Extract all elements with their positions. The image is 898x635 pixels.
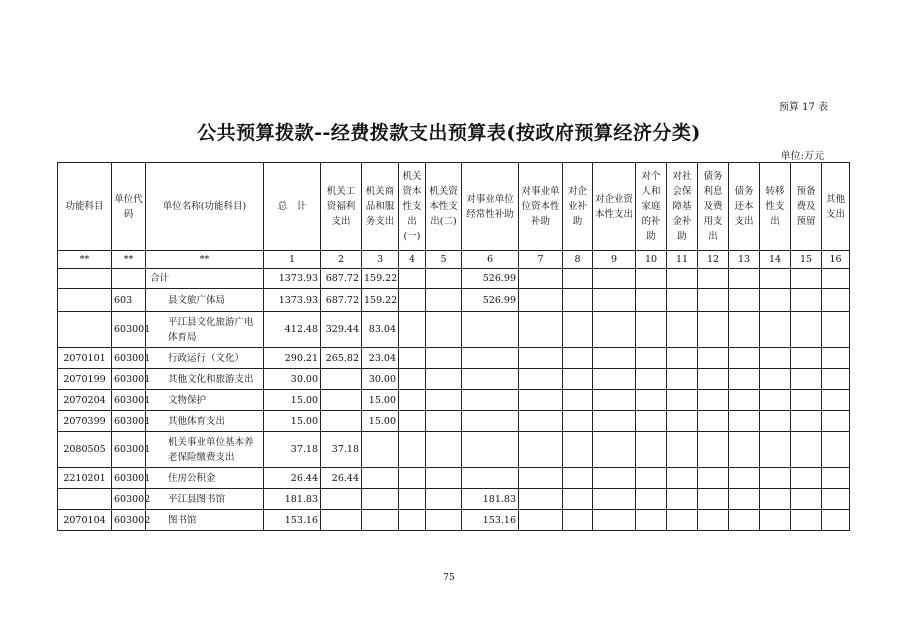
empty-cell — [636, 289, 667, 312]
empty-cell — [593, 369, 636, 390]
empty-cell — [698, 348, 729, 369]
operating-subsidy-cell — [462, 369, 519, 390]
capital-2-cell — [426, 432, 462, 468]
empty-cell — [636, 411, 667, 432]
wage-cell: 687.72 — [321, 269, 362, 289]
empty-cell — [698, 289, 729, 312]
empty-cell — [563, 411, 593, 432]
empty-cell — [791, 432, 822, 468]
budget-table — [57, 162, 850, 531]
empty-cell — [667, 369, 698, 390]
empty-cell — [791, 369, 822, 390]
empty-cell — [760, 348, 791, 369]
empty-cell — [822, 289, 850, 312]
capital-2-cell — [426, 312, 462, 348]
header-row — [58, 163, 850, 251]
capital-2-cell — [426, 390, 462, 411]
empty-cell — [698, 269, 729, 289]
index-cell: 3 — [362, 251, 399, 269]
total-cell: 30.00 — [264, 369, 321, 390]
unit-name-cell: 机关事业单位基本养老保险缴费支出 — [146, 432, 264, 468]
total-cell: 153.16 — [264, 510, 321, 531]
index-cell: 15 — [791, 251, 822, 269]
col-header: 债务利息及费用支出 — [698, 163, 729, 251]
empty-cell — [667, 411, 698, 432]
table-number: 预算 17 表 — [778, 102, 828, 113]
capital-1-cell — [399, 510, 426, 531]
empty-cell — [519, 348, 563, 369]
empty-cell — [667, 390, 698, 411]
unit-name-cell: 平江县图书馆 — [146, 489, 264, 510]
empty-cell — [791, 468, 822, 489]
empty-cell — [760, 489, 791, 510]
page-title: 公共预算拨款--经费拨款支出预算表(按政府预算经济分类) — [197, 122, 701, 144]
wage-cell — [321, 369, 362, 390]
empty-cell — [822, 432, 850, 468]
unit-code-cell: 603001 — [112, 432, 146, 468]
table-body — [58, 251, 850, 531]
index-cell: 13 — [729, 251, 760, 269]
empty-cell — [698, 468, 729, 489]
empty-cell — [822, 489, 850, 510]
unit-code-cell: 603001 — [112, 348, 146, 369]
empty-cell — [760, 369, 791, 390]
wage-cell — [321, 411, 362, 432]
function-code-cell: 2070199 — [58, 369, 112, 390]
empty-cell — [822, 390, 850, 411]
capital-1-cell — [399, 348, 426, 369]
empty-cell — [698, 312, 729, 348]
empty-cell — [636, 369, 667, 390]
unit-name-cell: 合计 — [146, 269, 264, 289]
empty-cell — [667, 348, 698, 369]
col-header: 对企业补助 — [563, 163, 593, 251]
empty-cell — [822, 312, 850, 348]
index-cell: 11 — [667, 251, 698, 269]
total-cell: 37.18 — [264, 432, 321, 468]
unit-code-cell: 603001 — [112, 468, 146, 489]
index-row — [58, 251, 850, 269]
empty-cell — [636, 489, 667, 510]
empty-cell — [667, 269, 698, 289]
empty-cell — [563, 269, 593, 289]
empty-cell — [729, 468, 760, 489]
unit-name-cell: 其他文化和旅游支出 — [146, 369, 264, 390]
table-row — [58, 369, 850, 390]
function-code-cell — [58, 289, 112, 312]
empty-cell — [593, 432, 636, 468]
empty-cell — [563, 312, 593, 348]
unit-name-cell: 图书馆 — [146, 510, 264, 531]
empty-cell — [519, 468, 563, 489]
unit-code-cell — [112, 269, 146, 289]
index-cell: 10 — [636, 251, 667, 269]
empty-cell — [791, 411, 822, 432]
empty-cell — [729, 289, 760, 312]
goods-services-cell — [362, 432, 399, 468]
capital-2-cell — [426, 369, 462, 390]
goods-services-cell: 30.00 — [362, 369, 399, 390]
operating-subsidy-cell: 153.16 — [462, 510, 519, 531]
empty-cell — [667, 432, 698, 468]
empty-cell — [698, 369, 729, 390]
table-row — [58, 289, 850, 312]
goods-services-cell: 159.22 — [362, 289, 399, 312]
total-cell: 181.83 — [264, 489, 321, 510]
goods-services-cell — [362, 489, 399, 510]
empty-cell — [791, 269, 822, 289]
index-cell: 6 — [462, 251, 519, 269]
total-cell: 15.00 — [264, 390, 321, 411]
empty-cell — [791, 390, 822, 411]
empty-cell — [593, 348, 636, 369]
empty-cell — [563, 369, 593, 390]
total-cell: 412.48 — [264, 312, 321, 348]
empty-cell — [667, 312, 698, 348]
page-number: 75 — [443, 573, 455, 583]
col-header: 对企业资本性支出 — [593, 163, 636, 251]
empty-cell — [519, 289, 563, 312]
function-code-cell — [58, 489, 112, 510]
function-code-cell: 2070204 — [58, 390, 112, 411]
col-header: 单位代码 — [112, 163, 146, 251]
unit-code-cell: 603001 — [112, 369, 146, 390]
capital-2-cell — [426, 348, 462, 369]
table-row — [58, 312, 850, 348]
table-row — [58, 510, 850, 531]
table-row — [58, 269, 850, 289]
capital-1-cell — [399, 369, 426, 390]
index-cell: 1 — [264, 251, 321, 269]
empty-cell — [519, 369, 563, 390]
empty-cell — [593, 289, 636, 312]
empty-cell — [563, 289, 593, 312]
empty-cell — [667, 489, 698, 510]
empty-cell — [519, 510, 563, 531]
capital-1-cell — [399, 411, 426, 432]
operating-subsidy-cell: 526.99 — [462, 289, 519, 312]
goods-services-cell: 15.00 — [362, 390, 399, 411]
index-cell: 16 — [822, 251, 850, 269]
empty-cell — [760, 468, 791, 489]
index-cell: 8 — [563, 251, 593, 269]
index-cell: 9 — [593, 251, 636, 269]
empty-cell — [760, 269, 791, 289]
wage-cell: 687.72 — [321, 289, 362, 312]
table-row — [58, 489, 850, 510]
operating-subsidy-cell: 526.99 — [462, 269, 519, 289]
col-header: 其他支出 — [822, 163, 850, 251]
operating-subsidy-cell — [462, 432, 519, 468]
col-header: 转移性支出 — [760, 163, 791, 251]
empty-cell — [563, 348, 593, 369]
col-header: 预备费及预留 — [791, 163, 822, 251]
operating-subsidy-cell — [462, 348, 519, 369]
empty-cell — [760, 289, 791, 312]
capital-2-cell — [426, 269, 462, 289]
function-code-cell — [58, 269, 112, 289]
capital-1-cell — [399, 432, 426, 468]
empty-cell — [593, 510, 636, 531]
empty-cell — [636, 269, 667, 289]
wage-cell: 26.44 — [321, 468, 362, 489]
unit-name-cell: 县文旅广体局 — [146, 289, 264, 312]
empty-cell — [519, 432, 563, 468]
empty-cell — [729, 432, 760, 468]
function-code-cell: 2080505 — [58, 432, 112, 468]
empty-cell — [667, 510, 698, 531]
empty-cell — [636, 348, 667, 369]
total-cell: 1373.93 — [264, 269, 321, 289]
total-cell: 26.44 — [264, 468, 321, 489]
empty-cell — [593, 411, 636, 432]
unit-code-cell: 603 — [112, 289, 146, 312]
unit-code-cell: 603001 — [112, 411, 146, 432]
empty-cell — [519, 312, 563, 348]
empty-cell — [698, 510, 729, 531]
col-header: 机关商品和服务支出 — [362, 163, 399, 251]
function-code-cell: 2070101 — [58, 348, 112, 369]
function-code-cell — [58, 312, 112, 348]
capital-2-cell — [426, 468, 462, 489]
table-row — [58, 390, 850, 411]
function-code-cell: 2210201 — [58, 468, 112, 489]
table-row — [58, 348, 850, 369]
index-cell: 14 — [760, 251, 791, 269]
unit-code-cell: 603001 — [112, 390, 146, 411]
empty-cell — [636, 468, 667, 489]
empty-cell — [519, 489, 563, 510]
col-header: 对事业单位资本性补助 — [519, 163, 563, 251]
empty-cell — [563, 510, 593, 531]
goods-services-cell: 23.04 — [362, 348, 399, 369]
index-cell: 7 — [519, 251, 563, 269]
unit-code-cell: 603002 — [112, 489, 146, 510]
empty-cell — [729, 369, 760, 390]
col-header: 机关资本性支出(一) — [399, 163, 426, 251]
goods-services-cell: 159.22 — [362, 269, 399, 289]
capital-1-cell — [399, 468, 426, 489]
index-cell: 2 — [321, 251, 362, 269]
index-cell: ** — [112, 251, 146, 269]
unit-label: 单位:万元 — [780, 151, 824, 162]
empty-cell — [519, 269, 563, 289]
capital-1-cell — [399, 390, 426, 411]
operating-subsidy-cell: 181.83 — [462, 489, 519, 510]
empty-cell — [519, 411, 563, 432]
function-code-cell: 2070104 — [58, 510, 112, 531]
goods-services-cell: 15.00 — [362, 411, 399, 432]
unit-name-cell: 其他体育支出 — [146, 411, 264, 432]
goods-services-cell — [362, 468, 399, 489]
empty-cell — [729, 269, 760, 289]
empty-cell — [667, 289, 698, 312]
empty-cell — [791, 289, 822, 312]
empty-cell — [760, 411, 791, 432]
empty-cell — [822, 510, 850, 531]
empty-cell — [563, 468, 593, 489]
empty-cell — [791, 489, 822, 510]
operating-subsidy-cell — [462, 390, 519, 411]
goods-services-cell: 83.04 — [362, 312, 399, 348]
empty-cell — [760, 390, 791, 411]
wage-cell — [321, 489, 362, 510]
empty-cell — [563, 390, 593, 411]
empty-cell — [729, 489, 760, 510]
empty-cell — [593, 468, 636, 489]
unit-name-cell: 住房公积金 — [146, 468, 264, 489]
operating-subsidy-cell — [462, 411, 519, 432]
operating-subsidy-cell — [462, 312, 519, 348]
wage-cell — [321, 510, 362, 531]
empty-cell — [729, 390, 760, 411]
index-cell: 12 — [698, 251, 729, 269]
table-row — [58, 468, 850, 489]
col-header: 对事业单位经常性补助 — [462, 163, 519, 251]
capital-2-cell — [426, 289, 462, 312]
empty-cell — [519, 390, 563, 411]
unit-code-cell: 603001 — [112, 312, 146, 348]
total-cell: 15.00 — [264, 411, 321, 432]
empty-cell — [822, 411, 850, 432]
empty-cell — [563, 432, 593, 468]
col-header: 对社会保障基金补助 — [667, 163, 698, 251]
empty-cell — [760, 432, 791, 468]
col-header: 对个人和家庭的补助 — [636, 163, 667, 251]
col-header: 功能科目 — [58, 163, 112, 251]
empty-cell — [563, 489, 593, 510]
unit-code-cell: 603002 — [112, 510, 146, 531]
unit-name-cell: 平江县文化旅游广电体育局 — [146, 312, 264, 348]
index-cell: 4 — [399, 251, 426, 269]
wage-cell — [321, 390, 362, 411]
wage-cell: 329.44 — [321, 312, 362, 348]
capital-1-cell — [399, 269, 426, 289]
capital-2-cell — [426, 411, 462, 432]
empty-cell — [593, 390, 636, 411]
operating-subsidy-cell — [462, 468, 519, 489]
wage-cell: 265.82 — [321, 348, 362, 369]
empty-cell — [636, 432, 667, 468]
empty-cell — [698, 411, 729, 432]
goods-services-cell — [362, 510, 399, 531]
empty-cell — [667, 468, 698, 489]
capital-1-cell — [399, 312, 426, 348]
empty-cell — [822, 369, 850, 390]
empty-cell — [593, 269, 636, 289]
empty-cell — [791, 510, 822, 531]
empty-cell — [760, 510, 791, 531]
unit-name-cell: 行政运行（文化） — [146, 348, 264, 369]
total-cell: 290.21 — [264, 348, 321, 369]
capital-2-cell — [426, 510, 462, 531]
empty-cell — [822, 348, 850, 369]
empty-cell — [729, 411, 760, 432]
col-header: 单位名称(功能科目) — [146, 163, 264, 251]
index-cell: 5 — [426, 251, 462, 269]
empty-cell — [698, 390, 729, 411]
index-cell: ** — [58, 251, 112, 269]
capital-1-cell — [399, 489, 426, 510]
empty-cell — [636, 510, 667, 531]
table-row — [58, 432, 850, 468]
capital-1-cell — [399, 289, 426, 312]
total-cell: 1373.93 — [264, 289, 321, 312]
table-row — [58, 411, 850, 432]
empty-cell — [593, 489, 636, 510]
empty-cell — [760, 312, 791, 348]
index-cell: ** — [146, 251, 264, 269]
capital-2-cell — [426, 489, 462, 510]
col-header: 总 计 — [264, 163, 321, 251]
empty-cell — [593, 312, 636, 348]
empty-cell — [729, 312, 760, 348]
function-code-cell: 2070399 — [58, 411, 112, 432]
empty-cell — [822, 468, 850, 489]
empty-cell — [698, 432, 729, 468]
empty-cell — [729, 510, 760, 531]
empty-cell — [791, 312, 822, 348]
wage-cell: 37.18 — [321, 432, 362, 468]
unit-name-cell: 文物保护 — [146, 390, 264, 411]
empty-cell — [636, 312, 667, 348]
col-header: 债务还本支出 — [729, 163, 760, 251]
col-header: 机关资本性支出(二) — [426, 163, 462, 251]
empty-cell — [729, 348, 760, 369]
empty-cell — [822, 269, 850, 289]
empty-cell — [698, 489, 729, 510]
empty-cell — [791, 348, 822, 369]
empty-cell — [636, 390, 667, 411]
col-header: 机关工资福利支出 — [321, 163, 362, 251]
